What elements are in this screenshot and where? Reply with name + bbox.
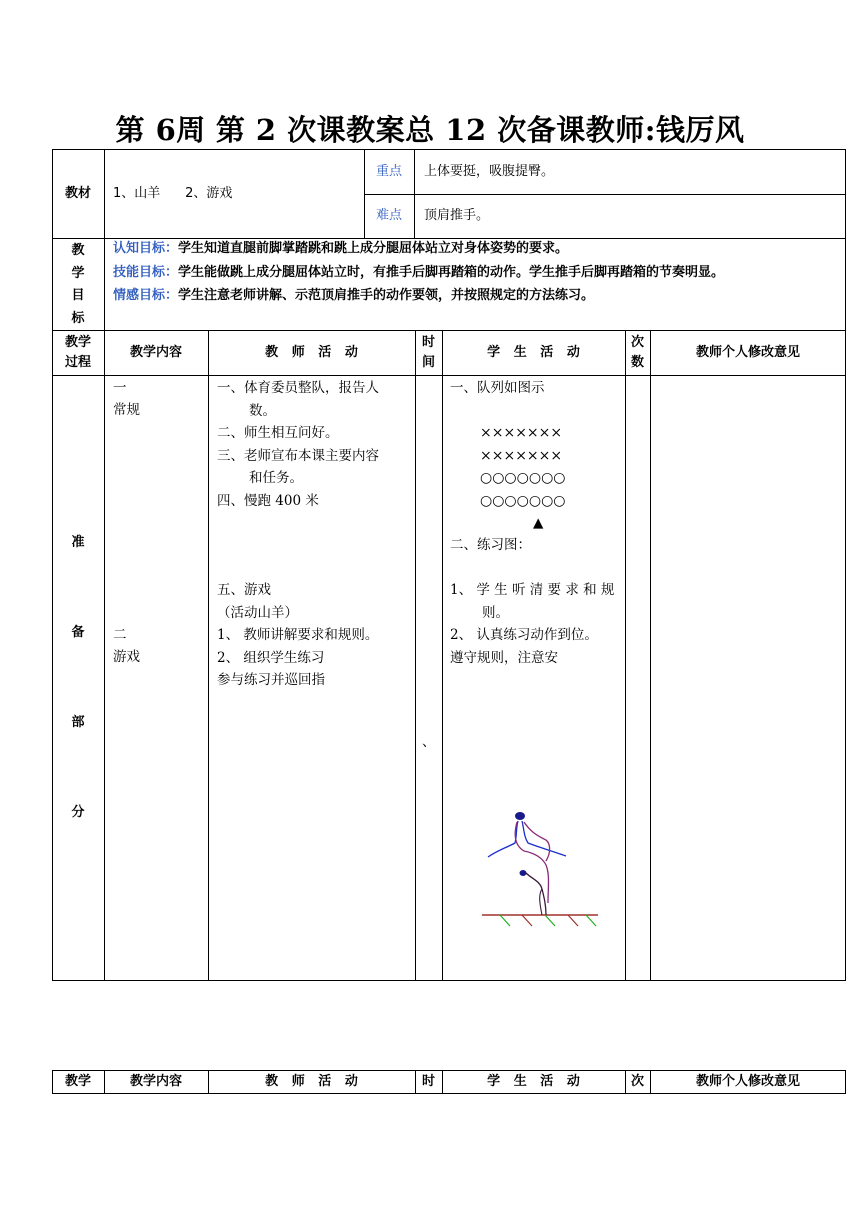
student-activity-line: 则。 — [482, 604, 509, 621]
jumper-legs — [515, 822, 548, 903]
teacher-activity-line: 二、师生相互问好。 — [217, 425, 339, 441]
objectives-label-char: 教 — [71, 243, 85, 258]
header-revision: 教师个人修改意见 — [695, 345, 800, 360]
objective-skill-label: 技能目标： — [113, 265, 179, 280]
formation-row-students: ○○○○○○○ — [480, 492, 566, 509]
time-mark: 、 — [422, 734, 436, 750]
bottom-header-teacher-activity: 教 师 活 动 — [265, 1074, 358, 1089]
objectives-label — [52, 240, 104, 330]
objectives-label-char: 目 — [71, 288, 85, 303]
section-char: 分 — [71, 805, 85, 820]
header-process — [52, 333, 104, 373]
objective-cognitive — [113, 240, 568, 258]
section-char: 部 — [71, 715, 85, 730]
header-content: 教学内容 — [129, 345, 182, 360]
base-head — [520, 870, 527, 876]
header-time — [415, 333, 442, 373]
bottom-header-process: 教学 — [64, 1074, 91, 1089]
difficulty-label: 难点 — [375, 208, 402, 223]
bottom-header-revision: 教师个人修改意见 — [695, 1074, 800, 1089]
bottom-header-content: 教学内容 — [129, 1074, 182, 1089]
header-process-line: 教学 — [64, 335, 91, 350]
teacher-activity-group1 — [217, 377, 379, 512]
student-activity-line: 1、 学 生 听 清 要 求 和 规 — [450, 582, 615, 598]
objective-affective — [113, 287, 594, 305]
objective-skill — [113, 264, 724, 282]
header-time-line: 时 — [421, 335, 435, 350]
bottom-header-count: 次 — [630, 1074, 644, 1089]
header-count — [625, 333, 650, 373]
bottom-header-time: 时 — [421, 1074, 435, 1089]
objectives-label-char: 学 — [71, 265, 85, 281]
objective-cognitive-text: 学生知道直腿前脚掌踏跳和跳上成分腿屈体站立对身体姿势的要求。 — [178, 241, 569, 256]
header-count-line: 数 — [630, 355, 644, 370]
section-char: 准 — [71, 535, 85, 550]
objectives-label-char: 标 — [71, 310, 85, 326]
teacher-activity-line: 2、 组织学生练习 — [217, 649, 325, 666]
title-week: 第 6周 — [115, 113, 206, 147]
teacher-activity-line: 四、慢跑 400 米 — [217, 492, 319, 509]
objective-affective-label: 情感目标： — [113, 288, 179, 303]
formation-row-students: ××××××× — [480, 447, 563, 464]
objective-affective-text: 学生注意老师讲解、示范顶肩推手的动作要领，并按照规定的方法练习。 — [178, 288, 595, 303]
student-activity-line: 遵守规则，注意安 — [450, 649, 558, 666]
key-point-value: 上体要挺，吸腹提臀。 — [424, 164, 555, 179]
ground-hatch — [545, 915, 555, 926]
difficulty-value: 顶肩推手。 — [424, 208, 490, 223]
leapfrog-illustration — [480, 805, 605, 930]
student-activity-line: 2、 认真练习动作到位。 — [450, 627, 598, 643]
base-body — [526, 873, 546, 915]
section-char: 备 — [71, 625, 85, 640]
header-count-line: 次 — [630, 335, 644, 350]
objective-skill-text: 学生能做跳上成分腿屈体站立时，有推手后脚再踏箱的动作。学生推手后脚再踏箱的节奏明显。 — [178, 265, 725, 280]
teacher-activity-line: 数。 — [249, 402, 276, 419]
teacher-activity-group2 — [217, 579, 378, 692]
teacher-activity-line: 1、 教师讲解要求和规则。 — [217, 627, 379, 643]
jumper-arms — [488, 821, 518, 857]
teacher-activity-line: 三、老师宣布本课主要内容 — [217, 447, 379, 464]
teacher-activity-line: 参与练习并巡回指 — [217, 672, 325, 688]
bottom-header-student-activity: 学 生 活 动 — [487, 1074, 580, 1089]
ground-hatch — [586, 915, 596, 926]
title-lesson: 第 2 次课教案总 12 次备课教师:钱厉风 — [215, 113, 745, 147]
student-activity-group3 — [450, 579, 614, 669]
student-activity-line2: 二、练习图： — [450, 537, 531, 553]
header-student-activity: 学 生 活 动 — [487, 345, 580, 360]
header-time-line: 间 — [421, 355, 435, 370]
teacher-activity-line: （活动山羊） — [217, 604, 298, 621]
header-teacher-activity: 教 师 活 动 — [265, 345, 358, 360]
content-item2-num: 二 — [113, 627, 127, 643]
material-label: 教材 — [64, 186, 91, 201]
page-title — [0, 108, 860, 149]
formation-row-students: ××××××× — [480, 425, 563, 441]
content-item1-num: 一 — [113, 380, 127, 396]
jumper-head — [515, 812, 525, 820]
ground-hatch — [500, 915, 510, 926]
teacher-marker-icon: ▲ — [533, 515, 544, 531]
teacher-activity-line: 五、游戏 — [217, 582, 271, 598]
objective-cognitive-label: 认知目标： — [113, 241, 179, 256]
formation-diagram — [480, 422, 566, 512]
teacher-activity-line: 一、体育委员整队，报告人 — [217, 380, 379, 396]
header-process-line: 过程 — [64, 355, 91, 370]
material-value: 1、山羊 2、游戏 — [113, 186, 233, 201]
student-activity-line1: 一、队列如图示 — [450, 380, 545, 396]
key-point-label: 重点 — [375, 164, 402, 179]
content-item1-name: 常规 — [113, 402, 140, 418]
formation-row-students: ○○○○○○○ — [480, 470, 566, 486]
ground-hatch — [568, 915, 578, 926]
teacher-activity-line: 和任务。 — [249, 470, 303, 486]
ground-hatch — [522, 915, 532, 926]
content-item2-name: 游戏 — [113, 649, 140, 665]
